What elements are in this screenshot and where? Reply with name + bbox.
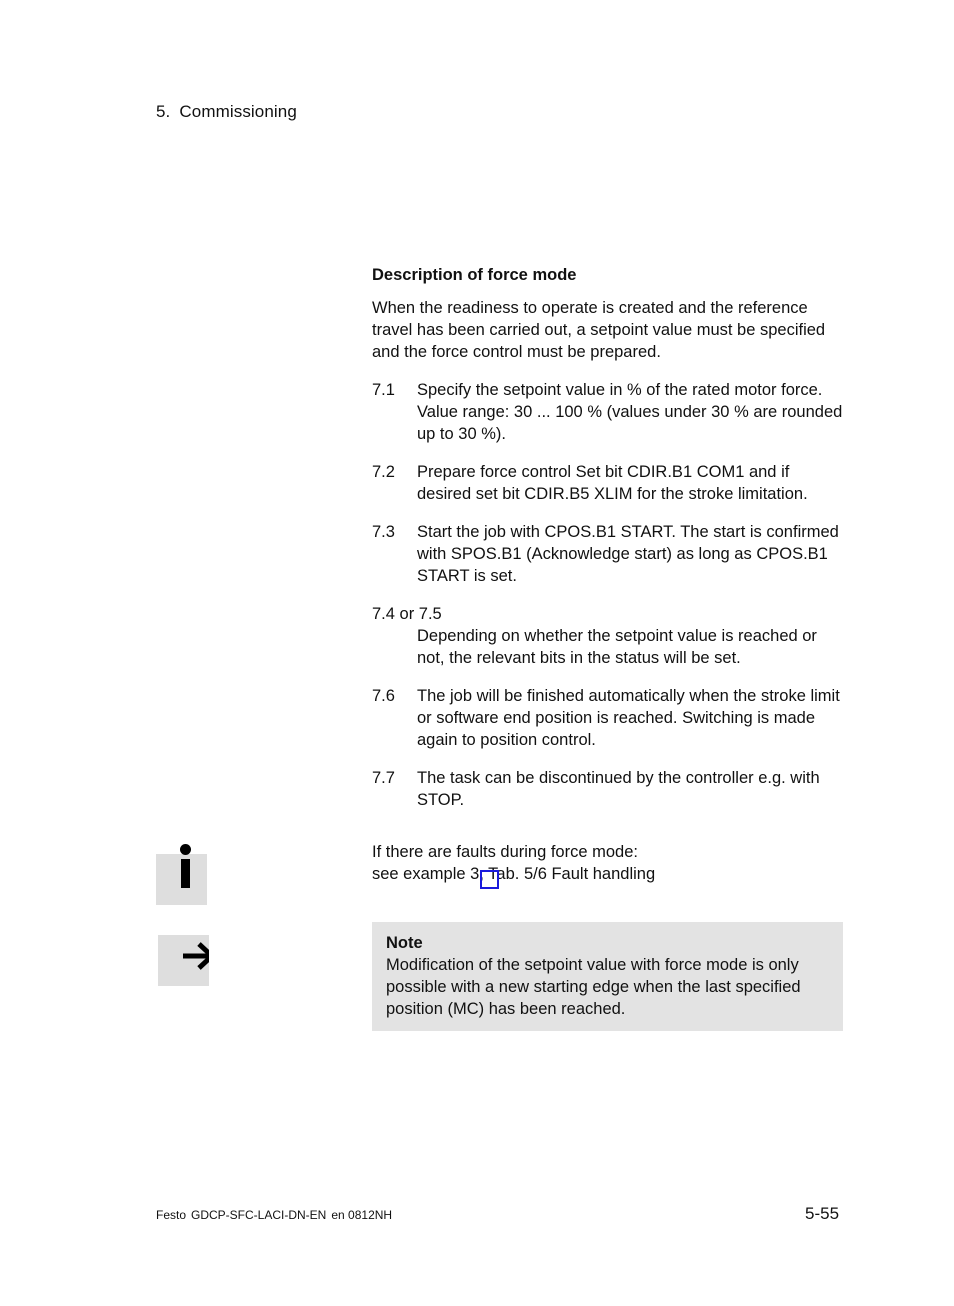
step-number: 7.7	[372, 769, 395, 787]
note-text: Modification of the setpoint value with force mode is only possible with a new starting edge when the last specified position (MC) has been reached.	[386, 956, 801, 1018]
info-text	[372, 841, 842, 885]
step-number: 7.3	[372, 523, 395, 541]
step-text: Depending on whether the setpoint value is reached or not, the relevant bits in the status will be set.	[417, 627, 817, 667]
footer-doc-id: GDCP-SFC-LACI-DN-EN	[191, 1208, 327, 1222]
step-item	[372, 767, 846, 811]
link-highlight-box[interactable]	[480, 870, 499, 889]
chapter-number: 5.	[156, 102, 171, 121]
info-line-2-link[interactable]: see example 3, Tab. 5/6 Fault handling	[372, 865, 656, 883]
footer-brand: Festo	[156, 1208, 187, 1222]
step-item	[372, 461, 846, 505]
main-content	[372, 264, 846, 827]
info-line-1: If there are faults during force mode:	[372, 843, 638, 861]
arrow-right-icon-glyph	[158, 935, 209, 986]
footer-version: en 0812NH	[331, 1208, 393, 1222]
footer-document-info	[156, 1208, 397, 1222]
note-title: Note	[386, 934, 423, 952]
section-title: Description of force mode	[372, 266, 577, 284]
info-icon-dot	[180, 844, 191, 855]
step-number: 7.4 or 7.5	[372, 605, 442, 623]
step-item	[372, 603, 846, 669]
chapter-header	[156, 102, 297, 122]
step-number: 7.6	[372, 687, 395, 705]
step-text: The job will be finished automatically when the stroke limit or software end position is reached. Switching is made again to position control.	[417, 687, 840, 749]
step-text: Specify the setpoint value in % of the rated motor force. Value range: 30 ... 100 % (values under 30 % are rounded up to 30 %).	[417, 381, 843, 443]
chapter-title: Commissioning	[179, 102, 297, 121]
step-text: Prepare force control Set bit CDIR.B1 COM1 and if desired set bit CDIR.B5 XLIM for the stroke limitation.	[417, 463, 808, 503]
info-icon-stem	[181, 859, 190, 888]
step-item	[372, 685, 846, 751]
step-item	[372, 379, 846, 445]
step-item	[372, 521, 846, 587]
step-number: 7.2	[372, 463, 395, 481]
note-box	[372, 922, 843, 1031]
step-text: The task can be discontinued by the controller e.g. with STOP.	[417, 769, 820, 809]
step-number: 7.1	[372, 381, 395, 399]
page-number: 5-55	[805, 1204, 840, 1223]
intro-paragraph: When the readiness to operate is created and the reference travel has been carried out, a setpoint value must be specified and the force control must be prepared.	[372, 299, 826, 361]
step-text: Start the job with CPOS.B1 START. The start is confirmed with SPOS.B1 (Acknowledge start) as long as CPOS.B1 START is set.	[417, 523, 839, 585]
info-icon	[156, 854, 207, 905]
arrow-right-icon	[158, 935, 209, 986]
